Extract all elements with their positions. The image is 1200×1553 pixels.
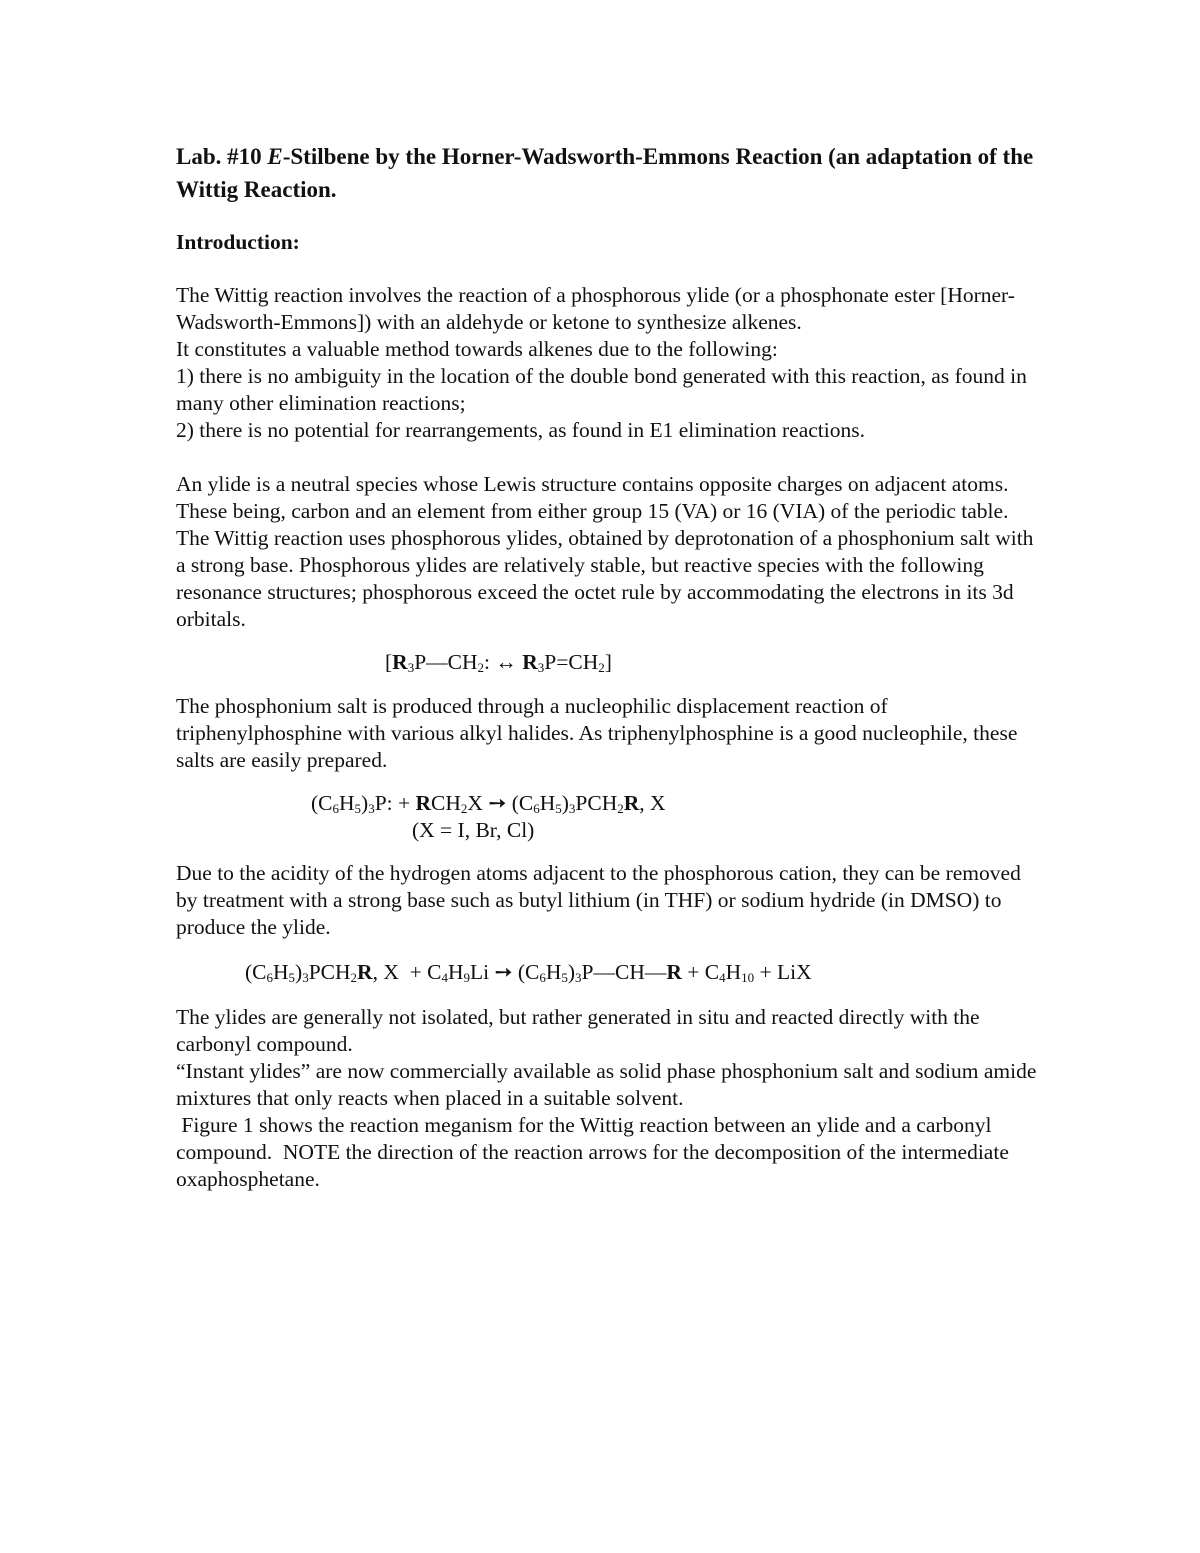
paragraph-ylide-usage (176, 1004, 1046, 1193)
equation-resonance: [$R_3P—CH_2$: ↔ $R_3P=CH_2$] (385, 650, 612, 675)
document-title (176, 140, 1046, 206)
paragraph-deprotonation: Due to the acidity of the hydrogen atoms adjacent to the phosphorous cation, they can be removed by treatment with a strong base such as butyl lithium (in THF) or sodium hydride (in DMSO) to produce the ylide. (176, 861, 1021, 939)
para1-line4: 2) there is no potential for rearrangements, as found in E1 elimination reactions. (176, 418, 865, 442)
title-prefix: Lab. #10 (176, 144, 268, 169)
paragraph-ylide-definition: An ylide is a neutral species whose Lewis structure contains opposite charges on adjacent atoms. These being, carbon and an element from either group 15 (VA) or 16 (VIA) of the periodic table. The Wittig reaction uses phosphorous ylides, obtained by deprotonation of a phosphonium salt with a strong base. Phosphorous ylides are relatively stable, but reactive species with the following resonance structures; phosphorous exceed the octet rule by accommodating the electrons in its 3d orbitals. (176, 472, 1034, 631)
introduction-heading: Introduction: (176, 230, 300, 254)
para5-line3: Figure 1 shows the reaction meganism for the Wittig reaction between an ylide and a carbonyl compound. NOTE the direction of the reaction arrows for the decomposition of the intermediate oxaphosphetane. (176, 1113, 1015, 1191)
equation-salt-formation: $(C_6H_5)_3P$: + $RCH_2X$ ➙ $(C_6H_5)_3PCH_2R$, X (311, 791, 666, 816)
para5-line2: “Instant ylides” are now commercially available as solid phase phosphonium salt and sodium amide mixtures that only reacts when placed in a suitable solvent. (176, 1059, 1037, 1110)
title-italic-e: E (267, 144, 283, 169)
paragraph-phosphonium-salt: The phosphonium salt is produced through a nucleophilic displacement reaction of triphenylphosphine with various alkyl halides. As triphenylphosphine is a good nucleophile, these salts are easily prepared. (176, 694, 1018, 772)
title-main: -Stilbene by the Horner-Wadsworth-Emmons Reaction (an adaptation of the Wittig Reaction. (176, 144, 1034, 202)
para1-line3: 1) there is no ambiguity in the location of the double bond generated with this reaction, as found in many other elimination reactions; (176, 364, 1027, 415)
para1-line2: It constitutes a valuable method towards alkenes due to the following: (176, 337, 778, 361)
equation-ylide-formation: $(C_6H_5)_3PCH_2R$, $X + C_4H_9Li$ ➙ $(C_6H_5)_3P—CH—R + C_4H_{10}$ + LiX (245, 960, 812, 985)
equation-halide-note: (X = I, Br, Cl) (412, 818, 535, 842)
para1-line1: The Wittig reaction involves the reaction of a phosphorous ylide (or a phosphonate ester [Horner-Wadsworth-Emmons]) with an aldehyde or ketone to synthesize alkenes. (176, 283, 1015, 334)
para5-line1: The ylides are generally not isolated, but rather generated in situ and reacted directly with the carbonyl compound. (176, 1005, 980, 1056)
document-content (176, 140, 1046, 1193)
paragraph-wittig-overview (176, 282, 1046, 444)
